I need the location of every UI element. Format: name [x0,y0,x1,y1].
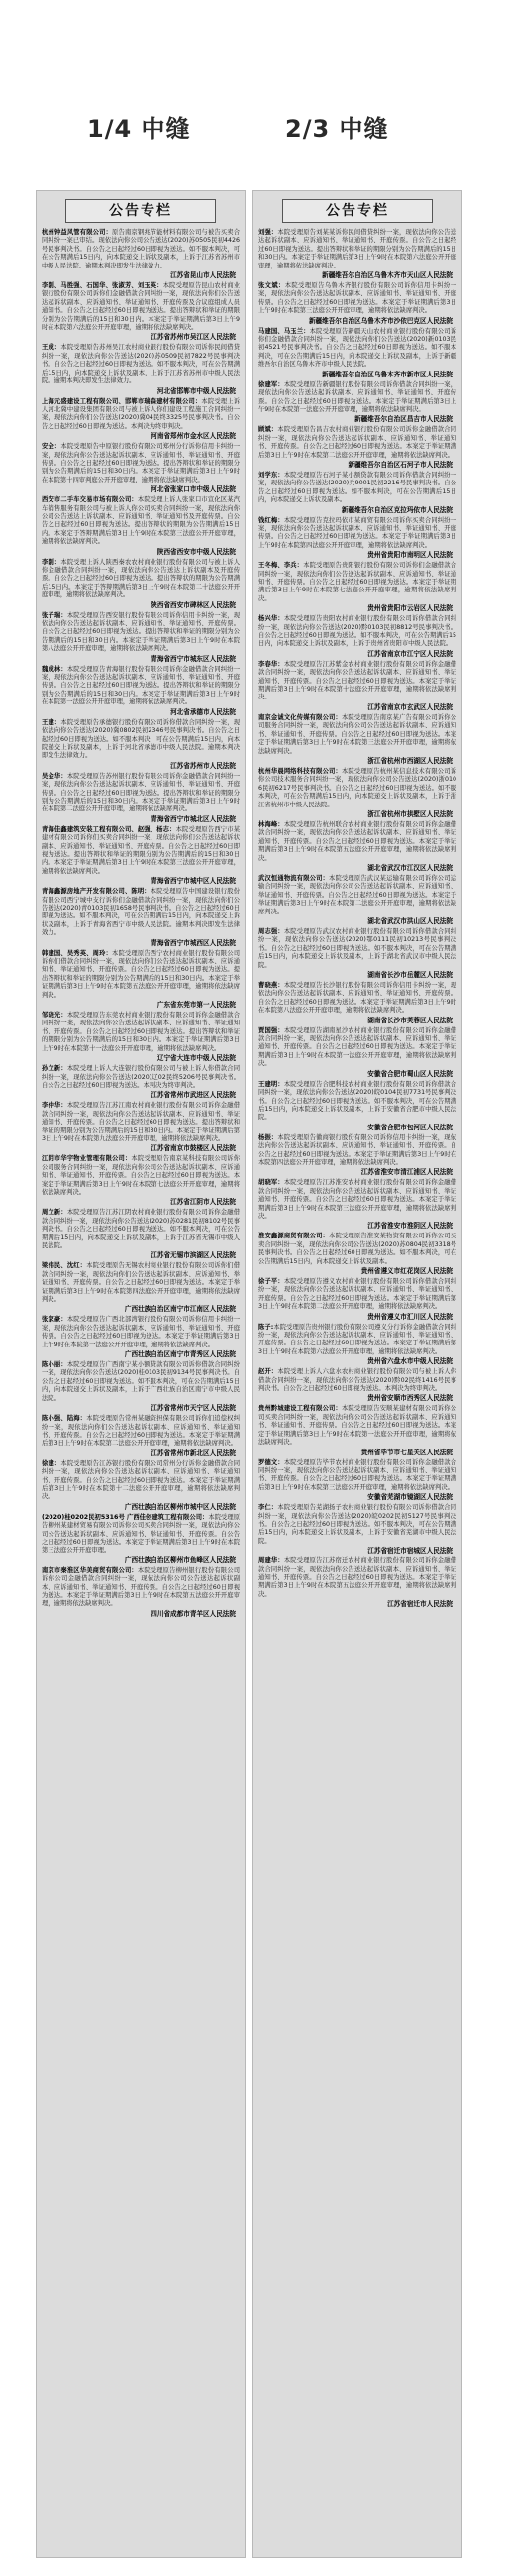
court-signature: 贵州省毕节市七星关区人民法院 [360,1448,453,1456]
court-signature: 贵州省贵阳市南明区人民法院 [367,551,453,560]
court-signature: 新疆维吾尔自治区乌鲁木齐市新市区人民法院 [322,370,453,378]
notice-paragraph [42,950,240,1000]
notice-body: 本院受理上诉人六盘水农村商业银行股份有限公司与被上诉人你借款合同纠纷一案，现依法向你公告送达(2020)黔02民终1416号民事判决书。自公告之日起经过60日即视为送达。本判决为终审判决。 [258,1368,457,1393]
notice-body: 本院受理原告西宁农村商业银行股份有限公司诉你们借款合同纠纷一案，现依法向你们公告送达起诉状副本、应诉通知书、举证通知书、开庭传票。自公告之日起经过60日即视为送达。提出答辩状和举证的期限分别为公告期满后的15日和30日内。本案定于举证期满后第3日上午9时在本院第五法庭公开开庭审理，逾期将依法缺席判决。 [42,949,241,999]
court-signature: 安徽省合肥市包河区人民法院 [367,1123,453,1131]
notice-body: 本院受理原告柳州银行股份有限公司诉你公司金融借款合同纠纷一案，现依法向你公司公告送达起诉状副本、应诉通知书、举证通知书、开庭传票。自公告之日起经过60日即视为送达。本案定于举证期满后第3日上午9时在本院第五法庭公开开庭审理，逾期将依法缺席判决。 [42,1566,241,1608]
court-signature: 浙江省杭州市拱墅区人民法院 [367,809,453,818]
notice-body: 本院受理原告承德银行股份有限公司诉你借款合同纠纷一案，现依法向你公告送达(2020)冀0802民初2346号民事判决书。自公告之日起经过60日即视为送达。如不服本判决，可在公告期满后15日内，向本院递交上诉状及副本，上诉于河北省承德市中级人民法院。逾期本判决即发生法律效力。 [42,718,241,760]
notice-paragraph [258,1179,456,1221]
left-notice-list [42,229,240,1619]
court-signature: 青海省西宁市城东区人民法院 [151,654,236,663]
court-signature: 河北省邯郸市中级人民法院 [156,386,236,395]
notice-addressee: 钱红梅： [258,516,284,524]
right-column-title: 公告专栏 [282,199,433,223]
notice-body: 本院受理原告克拉玛依市某商贸有限公司诉你买卖合同纠纷一案，现依法向你公告送达起诉状副本、应诉通知书、举证通知书、开庭传票。自公告之日起经过60日即视为送达。本案定于举证期满后第3日上午9时在本院第四法庭公开开庭审理，逾期将依法缺席判决。 [258,516,457,549]
notice-addressee: 刘强： [258,229,278,236]
notice-body: 本院受理上诉人陕西秦农农村商业银行股份有限公司与被上诉人你金融借款合同纠纷一案，现依法向你公告送达上诉状副本及开庭传票。自公告之日起经过60日即视为送达。提出答辩状的期限为公告期满后15日内。本案定于答辩期满后第3日上午9时在本院第二十法庭公开开庭审理，逾期将依法缺席判决。 [42,558,241,599]
notice-body: 本院受理原告中原银行股份有限公司郑州分行诉你信用卡纠纷一案，现依法向你公告送达起诉状副本、应诉通知书、举证通知书、开庭传票。自公告之日起经过60日即视为送达。提出答辩状和举证的期限分别为公告期满后的15日和30日内。本案定于举证期满后第3日上午9时在本院第十四审判庭公开开庭审理，逾期将依法缺席判决。 [42,443,241,483]
notice-body: 本院受理原告芜湖扬子农村商业银行股份有限公司诉你借款合同纠纷一案，现依法向你公告送达(2020)皖0202民初5127号民事判决书。自公告之日起经过60日即视为送达。如不服本判决，可在公告期满后15日内，向本院递交上诉状及副本，上诉于安徽省芜湖市中级人民法院。 [258,1504,457,1545]
notice-paragraph [42,888,240,937]
notice-addressee: 上海元盛建设工程有限公司、邯郸市瑞森建材有限公司： [42,397,202,405]
left-gutter-label: 1/4 中缝 [87,115,191,143]
notice-body: 本院受理原告贵阳银行股份有限公司诉你们金融借款合同纠纷一案，现依法向你们公告送达起诉状副本、应诉通知书、举证通知书、开庭传票。自公告之日起经过60日即视为送达。本案定于举证期满后第3日上午9时在本院第七法庭公开开庭审理，逾期将依法缺席判决。 [258,562,457,602]
court-signature: 贵州省安顺市西秀区人民法院 [367,1394,453,1403]
notice-addressee: 邹晓光： [42,1012,67,1020]
notice-body: 本院受理上诉人张家口市宣化区某汽车销售服务有限公司与被上诉人你公司买卖合同纠纷一案，现依法向你公司公告送达上诉状副本、应诉通知书、举证通知书及开庭传票。自公告之日起经过60日即视为送达。提出答辩状的期限为公告期满后15日内。本案定于答辩期满后第3日上午9时在本院第三法庭公开开庭审理，逾期将依法缺席判决。 [42,496,241,546]
notice-body: 本院受理原告无锡农村商业银行股份有限公司诉你们借款合同纠纷一案，现依法向你们公告送达起诉状副本、应诉通知书、举证通知书、开庭传票。自公告之日起经过60日即视为送达。本案定于举证期满后第3日上午9时在本院第四法庭公开开庭审理，逾期将依法缺席判决。 [42,1262,241,1304]
court-signature: 贵州省遵义市红花岗区人民法院 [360,1267,453,1275]
notice-body: 原告南京钢兆节能材料有限公司与被告买卖合同纠纷一案已审结。现依法向你公司公告送达(2020)苏0505民初4426号民事判决书。自公告之日起经过60日即视为送达。如不服本判决，可在公告期满后15日内，向本院递交上诉状及副本，上诉于江苏省苏州市中级人民法院。逾期本判决即发生法律效力。 [42,229,241,269]
notice-addressee: 武汉恒通物流有限公司： [258,874,330,882]
left-notice-column [36,190,246,2558]
notice-addressee: 西安市二手车交易市场有限公司： [42,496,138,504]
notice-addressee: 罗德文： [258,1458,284,1466]
court-signature: 河北省张家口市中级人民法院 [151,485,236,494]
notice-paragraph [258,1557,456,1599]
notice-addressee: 李春华： [258,660,284,668]
notice-body: 本院受理原告昌吉农村商业银行股份有限公司诉你金融借款合同纠纷一案，现依法向你公告送达起诉状副本、应诉通知书、举证通知书、开庭传票。自公告之日起经过60日即视为送达。本案定于举证期满后第3日上午9时在本院第二法庭公开开庭审理，逾期将依法缺席判决。 [258,426,457,459]
court-signature: 青海省西宁市城西区人民法院 [151,938,236,947]
court-signature: 四川省成都市青羊区人民法院 [151,1609,236,1618]
notice-paragraph [258,1027,456,1069]
notice-addressee: 江阴市华宇物业管理有限公司： [42,1155,132,1163]
notice-paragraph [258,928,456,970]
notice-addressee: 南京市秦淮区华美商贸有限公司： [42,1566,138,1574]
left-column-title: 公告专栏 [65,199,216,223]
notice-body: 本院受理原告新疆天山农村商业银行股份有限公司诉你们金融借款合同纠纷一案，现依法向你们公告送达(2020)新0103民初4521号民事判决书。自公告之日起经过60日即视为送达。如不服本判决，可在公告期满后15日内，向本院递交上诉状及副本，上诉于新疆维吾尔自治区乌鲁木齐市中级人民法院。 [258,327,457,369]
notice-paragraph [258,472,456,505]
notice-body: 本院受理原告乌鲁木齐银行股份有限公司诉你信用卡纠纷一案，现依法向你公告送达起诉状副本、应诉通知书、举证通知书、开庭传票。自公告之日起经过60日即视为送达。本案定于举证期满后第3日上午9时在本院第三法庭公开开庭审理，逾期将依法缺席判决。 [258,282,457,315]
notice-paragraph [42,398,240,432]
notice-body: 本院受理原告毕节农村商业银行股份有限公司诉你金融借款合同纠纷一案，现依法向你公告送达起诉状副本、应诉通知书、举证通知书、开庭传票。自公告之日起经过60日即视为送达。本案定于举证期满后第3日上午9时在本院第三法庭公开开庭审理，逾期将依法缺席判决。 [258,1458,457,1491]
notice-paragraph [42,1209,240,1250]
court-signature: 江苏省淮安市清江浦区人民法院 [360,1168,453,1177]
court-signature: 湖南省长沙市芙蓉区人民法院 [367,1016,453,1024]
notice-addressee: 杭州钟益风管有限公司： [42,229,113,236]
notice-paragraph [42,1102,240,1143]
court-signature: 湖北省武汉市江汉区人民法院 [367,863,453,872]
notice-paragraph [258,661,456,702]
court-signature: 广西壮族自治区南宁市青秀区人民法院 [124,1350,236,1359]
court-signature: 新疆维吾尔自治区昌吉市人民法院 [354,415,453,424]
notice-addressee: 杨振： [258,1133,278,1141]
court-signature: 安徽省合肥市蜀山区人民法院 [367,1069,453,1078]
notice-paragraph [258,1134,456,1168]
notice-addressee: 安全： [42,443,61,451]
notice-paragraph [258,1324,456,1357]
court-signature: 湖北省武汉市洪山区人民法院 [367,917,453,925]
court-signature: 广西壮族自治区南宁市江南区人民法院 [124,1305,236,1314]
court-signature: 新疆维吾尔自治区乌鲁木齐市天山区人民法院 [322,271,453,280]
notice-addressee: 韩建国、吴秀英、周玲： [42,949,113,957]
notice-paragraph [258,562,456,603]
notice-addressee: 魏成林： [42,665,67,673]
court-signature: 广东省东莞市第一人民法院 [156,1001,236,1010]
court-signature: 江苏省苏州市吴江区人民法院 [151,333,236,342]
court-signature: 辽宁省大连市中级人民法院 [156,1054,236,1063]
notice-paragraph [42,1514,240,1556]
notice-paragraph [258,229,456,270]
notice-addressee: 杭州华晨网络科技有限公司： [258,767,342,775]
notice-body: 本院受理原告江苏江南农村商业银行股份有限公司诉你金融借款合同纠纷一案，现依法向你公告送达起诉状副本、应诉通知书、举证通知书、开庭传票。自公告之日起经过60日即视为送达。提出答辩状和举证的期限分别为公告期满后的15日和30日内。本案定于举证期满后第3日上午9时在本院第九法庭公开开庭审理，逾期将依法缺席判决。 [42,1102,241,1142]
notice-body: 本院受理原告广西南宁某小额贷款有限公司诉你借款合同纠纷一案，现依法向你公告送达(2020)桂0103民初9134号民事判决书。自公告之日起经过60日即视为送达。如不服本判决，可在公告期满后15日内，向本院递交上诉状及副本，上诉于广西壮族自治区南宁市中级人民法院。 [42,1361,241,1402]
notice-paragraph [42,1155,240,1197]
notice-body: 本院受理原告江苏淮安农村商业银行股份有限公司诉你金融借款合同纠纷一案，现依法向你公告送达起诉状副本、应诉通知书、举证通知书、开庭传票。自公告之日起经过60日即视为送达。本案定于举证期满后第3日上午9时在本院第三法庭公开开庭审理，逾期将依法缺席判决。 [258,1179,457,1220]
notice-addressee: 徐建军： [258,380,284,388]
court-signature: 江苏省宿迁市宿城区人民法院 [367,1547,453,1556]
notice-addressee: 吴金华： [42,772,67,780]
court-signature: 江苏省无锡市滨湖区人民法院 [151,1251,236,1260]
court-signature: 新疆维吾尔自治区石河子市人民法院 [348,460,453,469]
court-signature: 江苏省淮安市淮阴区人民法院 [367,1222,453,1231]
notice-body: 本院受理上诉人大连银行股份有限公司与被上诉人你借款合同纠纷一案，现依法向你公告送达(2020)辽02民终5206号民事判决书。自公告之日起经过60日即视为送达。本判决为终审判决。 [42,1065,241,1089]
notice-body: 本院受理原告杭州某信息技术有限公司诉你公司技术服务合同纠纷一案，现依法向你公司公告送达(2020)浙0106民初6217号民事判决书。自公告之日起经过60日即视为送达。如不服本判决，可在公告期满后15日内，向本院递交上诉状及副本，上诉于浙江省杭州市中级人民法院。 [258,767,457,808]
notice-addressee: 孙立新： [42,1065,67,1073]
notice-paragraph [258,517,456,551]
notice-paragraph [258,1278,456,1312]
notice-addressee: (2020)桂0202民初5316号 广西佳创建筑工程有限公司： [42,1513,209,1521]
notice-paragraph [258,1368,456,1393]
notice-body: 本院受理原告武汉农村商业银行股份有限公司诉你借款合同纠纷一案，现依法向你公告送达(2020)鄂0111民初10213号民事判决书。自公告之日起经过60日即视为送达。如不服本判决，可在公告期满后15日内，向本院递交上诉状及副本，上诉于湖北省武汉市中级人民法院。 [258,928,457,969]
notice-addressee: 梁伟民、沈红： [42,1262,87,1270]
notice-body: 本院受理原告刘某某诉你民间借贷纠纷一案，现依法向你公告送达起诉状副本、应诉通知书、举证通知书、开庭传票。自公告之日起经过60日即视为送达。提出答辩状和举证的期限分别为公告期满后的15日和30日内。本案定于举证期满后第3日上午9时在本院第六法庭公开开庭审理，逾期将依法缺席判决。 [258,229,457,269]
notice-addressee: 顾斌： [258,426,278,434]
court-signature: 贵州省六盘水市中级人民法院 [367,1357,453,1366]
notice-paragraph [258,426,456,460]
notice-addressee: 王冬梅、李兵： [258,562,304,570]
notice-body: 本院受理原告新疆银行股份有限公司诉你借款合同纠纷一案，现依法向你公告送达起诉状副本、应诉通知书、举证通知书、开庭传票。自公告之日起经过60日即视为送达。本案定于举证期满后第3日上午9时在本院第一法庭公开开庭审理，逾期将依法缺席判决。 [258,380,457,413]
notice-body: 本院受理原告苏州吴江农村商业银行股份有限公司诉你民间借贷纠纷一案，现依法向你公告送达(2020)苏0509民初7822号民事判决书。自公告之日起经过60日即视为送达。如不服本判决，可在公告期满后15日内，向本院递交上诉状及副本，上诉于江苏省苏州市中级人民法院。逾期本判决即发生法律效力。 [42,344,241,385]
notice-paragraph [42,666,240,707]
notice-addressee: 周立新： [42,1209,67,1217]
notice-paragraph [258,1081,456,1123]
notice-paragraph [258,1459,456,1493]
court-signature: 青海省西宁市城北区人民法院 [151,814,236,823]
court-signature: 江苏省常州市武进区人民法院 [151,1091,236,1100]
notice-addressee: 陈子: [258,1323,274,1331]
court-signature: 河南省郑州市金水区人民法院 [151,432,236,441]
court-signature: 广西壮族自治区柳州市城中区人民法院 [124,1502,236,1511]
notice-addressee: 陈小强、陆海： [42,1415,87,1423]
notice-paragraph [258,714,456,756]
notice-body: 本院受理原告中国建设银行股份有限公司西宁城中支行诉你们金融借款合同纠纷一案，现依法向你们公告送达(2020)青0103民初1658号民事判决书。自公告之日起经过60日即视为送达。如不服本判决，可在公告期满后15日内，向本院递交上诉状及副本，上诉于青海省西宁市中级人民法院。逾期本判决即发生法律效力。 [42,888,241,937]
notice-addressee: 张家豪： [42,1316,67,1324]
notice-body: 本院受理原告南京某广告有限公司诉你公司服务合同纠纷一案，现依法向你公司公告送达起诉状副本、应诉通知书、举证通知书、开庭传票。自公告之日起经过60日即视为送达。本案定于举证期满后第3日上午9时在本院第三法庭公开开庭审理，逾期将依法缺席判决。 [258,713,457,755]
court-signature: 青海省西宁市城中区人民法院 [151,877,236,886]
notice-body: 本院受理原告杭州联合农村商业银行股份有限公司诉你金融借款合同纠纷一案，现依法向你公告送达起诉状副本、应诉通知书、举证通知书、开庭传票。自公告之日起经过60日即视为送达。本案定于举证期满后第3日上午9时在本院第五法庭公开开庭审理，逾期将依法缺席判决。 [258,820,457,862]
notice-body: 本院受理原告江苏宿迁农村商业银行股份有限公司诉你金融借款合同纠纷一案，现依法向你公告送达起诉状副本、应诉通知书、举证通知书、开庭传票。自公告之日起经过60日即视为送达。本案定于举证期满后第3日上午9时在本院第五法庭公开开庭审理，逾期将依法缺席判决。 [258,1557,457,1598]
court-signature: 浙江省杭州市西湖区人民法院 [367,756,453,765]
notice-paragraph [42,773,240,814]
right-gutter-label: 2/3 中缝 [285,115,389,143]
notice-addressee: 李刚、马胜强、石国华、张淑芳、刘玉英： [42,282,163,290]
notice-body: 本院受理原告湖南星沙农村商业银行股份有限公司诉你金融借款合同纠纷一案，现依法向你公告送达起诉状副本、应诉通知书、举证通知书、开庭传票。自公告之日起经过60日即视为送达。本案定于举证期满后第3日上午9时在本院第一法庭公开开庭审理，逾期将依法缺席判决。 [258,1026,457,1068]
notice-body: 本院受理原告安顺某建材有限公司诉你公司买卖合同纠纷一案，现依法向你公司公告送达起诉状副本、应诉通知书、举证通知书、开庭传票。自公告之日起经过60日即视为送达。本案定于举证期满后第3日上午9时在本院第一法庭公开开庭审理，逾期将依法缺席判决。 [258,1405,457,1447]
notice-body: 本院受理原告淮安某物资有限公司诉你公司买卖合同纠纷一案，现依法向你公司公告送达(2020)苏0804民初3318号民事判决书。自公告之日起经过60日即视为送达。如不服本判决，可在公告期满后15日内，向本院递交上诉状及副本。 [258,1233,457,1265]
notice-paragraph [42,1460,240,1502]
notice-addressee: 张文斌： [258,282,285,290]
court-signature: 河北省承德市人民法院 [170,707,236,716]
notice-paragraph [42,1361,240,1403]
court-signature: 江苏省南京市鼓楼区人民法院 [151,1144,236,1153]
notice-addressee: 李仲华： [42,1102,67,1110]
notice-paragraph [42,1316,240,1349]
notice-addressee: 刘学东： [258,471,284,479]
notice-paragraph [42,826,240,876]
notice-paragraph [258,282,456,316]
right-notice-column [252,190,462,2558]
notice-paragraph [258,982,456,1016]
notice-body: 本院受理原告西安银行股份有限公司诉你信用卡纠纷一案，现依法向你公告送达起诉状副本、应诉通知书、举证通知书、开庭传票。自公告之日起经过60日即视为送达。提出答辩状和举证的期限分别为公告期满后的15日和30日内。本案定于举证期满后第3日上午9时在本院第八法庭公开开庭审理，逾期将依法缺席判决。 [42,611,241,653]
notice-body: 本院受理原告西宁市某建材有限公司诉你们买卖合同纠纷一案，现依法向你们公告送达起诉状副本、应诉通知书、举证通知书、开庭传票。自公告之日起经过60日即视为送达。提出答辩状和举证的期限分别为公告期满后的15日和30日内。本案定于举证期满后第3日上午9时在本院第三法庭公开开庭审理，逾期将依法缺席判决。 [42,825,241,875]
notice-body: 本院受理原告广西北部湾银行股份有限公司诉你信用卡纠纷一案，现依法向你公告送达起诉状副本、应诉通知书、举证通知书、开庭传票。自公告之日起经过60日即视为送达。本案定于举证期满后第3日上午9时在本院第一法庭公开开庭审理，逾期将依法缺席判决。 [42,1316,241,1348]
notice-paragraph [42,496,240,546]
court-signature: 陕西省西安市碑林区人民法院 [151,600,236,609]
notice-addressee: 胡晓军： [258,1179,284,1187]
notice-addressee: 曹晓燕： [258,982,284,990]
notice-paragraph [42,1065,240,1090]
court-signature: 新疆维吾尔自治区克拉玛依市人民法院 [341,505,453,514]
notice-addressee: 徐子平： [258,1278,284,1285]
notice-paragraph [258,1405,456,1447]
notice-body: 本院受理原告柳州某建材贸易有限公司诉你公司买卖合同纠纷一案，现依法向你公司公告送达起诉状副本、应诉通知书、举证通知书、开庭传票。自公告之日起经过60日即视为送达。本案定于举证期满后第3日上午9时在本院第三法庭公开开庭审理。 [42,1513,240,1555]
notice-body: 本院受理原告青海银行股份有限公司诉你金融借款合同纠纷一案，现依法向你公告送达起诉状副本、应诉通知书、举证通知书、开庭传票。自公告之日起经过60日即视为送达。提出答辩状和举证的期限分别为公告期满后的15日和30日内。本案定于举证期满后第3日上午9时在本院第一法庭公开开庭审理，逾期将依法缺席判决。 [42,665,241,706]
notice-addressee: 青海鑫源房地产开发有限公司、陈明： [42,888,151,896]
court-signature: 江苏省常州市新北区人民法院 [151,1449,236,1457]
notice-body: 本院受理原告遵义农村商业银行股份有限公司诉你借款合同纠纷一案，现依法向你公告送达起诉状副本、应诉通知书、举证通知书、开庭传票。自公告之日起经过60日即视为送达。本案定于举证期满后第3日上午9时在本院第二法庭公开开庭审理，逾期将依法缺席判决。 [258,1278,457,1311]
notice-paragraph [258,821,456,863]
court-signature: 江苏省宿迁市人民法院 [387,1600,453,1609]
notice-paragraph [42,1012,240,1053]
notice-paragraph [42,1415,240,1449]
notice-body: 本院受理原告合肥科技农村商业银行股份有限公司诉你借款合同纠纷一案，现依法向你公告送达(2020)皖0104民初7731号民事判决书。自公告之日起经过60日即视为送达。如不服本判决，可在公告期满后15日内，向本院递交上诉状及副本，上诉于安徽省合肥市中级人民法院。 [258,1080,457,1122]
notice-paragraph [258,768,456,809]
notice-body: 本院受理原告长沙银行股份有限公司诉你信用卡纠纷一案，现依法向你公告送达起诉状副本、应诉通知书、举证通知书、开庭传票。自公告之日起经过60日即视为送达。本案定于举证期满后第3日上午9时在本院第八法庭公开开庭审理，逾期将依法缺席判决。 [258,982,457,1015]
court-signature: 新疆维吾尔自治区乌鲁木齐市沙依巴克区人民法院 [308,316,453,325]
notice-addressee: 贾国强： [258,1026,284,1034]
notice-addressee: 张子瑞： [42,611,67,619]
court-signature: 湖南省长沙市岳麓区人民法院 [367,971,453,980]
notice-body: 本院受理原告江苏江阴农村商业银行股份有限公司诉你金融借款合同纠纷一案，现依法向你公告送达(2020)苏0281民初8102号民事判决书。自公告之日起经过60日即视为送达。如不服本判决，可在公告期满后15日内，向本院递交上诉状及副本，上诉于江苏省无锡市中级人民法院。 [42,1209,241,1249]
notice-addressee: 周志强： [258,928,284,935]
notice-addressee: 青海佳鑫建筑安装工程有限公司、赵强、杨志： [42,825,176,833]
notice-paragraph [42,344,240,385]
notice-body: 本院受理原告贵州银行股份有限公司遵义分行诉你金融借款合同纠纷一案，现依法向你公告送达起诉状副本、应诉通知书、举证通知书、开庭传票。自公告之日起经过60日即视为送达。本案定于举证期满后第3日上午9时在本院第六法庭公开开庭审理，逾期将依法缺席判决。 [258,1323,456,1355]
notice-addressee: 陈小丽： [42,1361,67,1369]
notice-body: 本院受理原告常州某融资担保有限公司诉你们追偿权纠纷一案，现依法向你们公告送达起诉状副本、应诉通知书、举证通知书、开庭传票。自公告之日起经过60日即视为送达。本案定于举证期满后第3日上午9时在本院第二法庭公开开庭审理，逾期将依法缺席判决。 [42,1415,241,1448]
notice-addressee: 贵州黔城建设工程有限公司： [258,1405,342,1413]
notice-paragraph [258,1504,456,1546]
notice-body: 本院受理原告江苏紫金农村商业银行股份有限公司诉你金融借款合同纠纷一案，现依法向你公告送达起诉状副本、应诉通知书、举证通知书、开庭传票。自公告之日起经过60日即视为送达。本案定于举证期满后第3日上午9时在本院第十法庭公开开庭审理，逾期将依法缺席判决。 [258,660,457,701]
notice-body: 本院受理原告东莞农村商业银行股份有限公司诉你金融借款合同纠纷一案，现依法向你公告送达起诉状副本、应诉通知书、举证通知书、开庭传票。自公告之日起经过60日即视为送达。提出答辩状和举证的期限分别为公告期满后的15日和30日内。本案定于举证期满后第3日上午9时在本院第十一法庭公开开庭审理，逾期将依法缺席判决。 [42,1012,241,1052]
notice-paragraph [42,1567,240,1609]
notice-addressee: 李仁： [258,1504,278,1512]
notice-body: 本院受理上诉人河北冀中建设集团有限公司与被上诉人你们建设工程施工合同纠纷一案，现依法向你们公告送达(2020)冀04民终3325号民事判决书。自公告之日起经过60日即视为送达。本判决为终审判决。 [42,397,241,430]
notice-addressee: 赵开： [258,1368,278,1376]
notice-body: 本院受理原告昆山农村商业银行股份有限公司诉你们金融借款合同纠纷一案，现依法向你们公告送达起诉状副本、应诉通知书、举证通知书、开庭传票及合议庭组成人员通知书。自公告之日起经过60日即视为送达。提出答辩状和举证的期限分别为公告期满后的15日和30日内。本案定于举证期满后第3日上午9时在本院第六法庭公开开庭审理，逾期将依法缺席判决。 [42,282,241,332]
notice-paragraph [42,229,240,270]
notice-addressee: 杨兴华： [258,615,284,623]
notice-body: 本院受理原告徽商银行股份有限公司诉你信用卡纠纷一案，现依法向你公告送达起诉状副本、应诉通知书、举证通知书、开庭传票。自公告之日起经过60日即视为送达。本案定于举证期满后第3日上午9时在本院第四法庭公开开庭审理，逾期将依法缺席判决。 [258,1133,457,1166]
notice-body: 本院受理原告南京某科技有限公司诉你公司服务合同纠纷一案，现依法向你公司公告送达起诉状副本、应诉通知书、举证通知书、开庭传票。自公告之日起经过60日即视为送达。本案定于举证期满后第3日上午9时在本院第七法庭公开开庭审理，逾期将依法缺席判决。 [42,1155,241,1196]
court-signature: 陕西省西安市中级人民法院 [156,547,236,556]
notice-paragraph [42,612,240,654]
court-signature: 江苏省苏州市人民法院 [170,761,236,770]
court-signature: 安徽省芜湖市镜湖区人民法院 [367,1493,453,1502]
notice-body: 本院受理原告江苏银行股份有限公司常州分行诉你金融借款合同纠纷一案，现依法向你公告送达起诉状副本、应诉通知书、举证通知书、开庭传票。自公告之日起经过60日即视为送达。本案定于举证期满后第3日上午9时在本院第十二法庭公开开庭审理，逾期将依法缺席判决。 [42,1459,241,1501]
notice-addressee: 徐建： [42,1459,61,1467]
notice-addressee: 王建： [42,718,61,726]
notice-paragraph [258,381,456,415]
notice-addressee: 王建明： [258,1080,284,1088]
court-signature: 江苏省昆山市人民法院 [170,271,236,280]
court-signature: 江苏省常州市天宁区人民法院 [151,1404,236,1413]
notice-paragraph [258,1233,456,1266]
notice-addressee: 淮安鑫源商贸有限公司： [258,1233,330,1240]
right-notice-list [258,229,456,1609]
notice-paragraph [42,282,240,332]
notice-paragraph [258,328,456,370]
notice-addressee: 王成： [42,344,61,352]
notice-paragraph [42,1262,240,1304]
notice-addressee: 周建华： [258,1557,284,1565]
notice-body: 本院受理原告贵阳农村商业银行股份有限公司诉你借款合同纠纷一案，现依法向你公告送达(2020)黔0103民初8812号民事判决书。自公告之日起经过60日即视为送达。如不服本判决，可在公告期满后15日内，向本院递交上诉状及副本，上诉于贵州省贵阳市中级人民法院。 [258,615,457,648]
notice-paragraph [258,615,456,649]
notice-paragraph [258,875,456,916]
notice-body: 本院受理原告石河子某小额贷款有限公司诉你借款合同纠纷一案，现依法向你公告送达(2020)兵9001民初2216号民事判决书。自公告之日起经过60日即视为送达。如不服本判决，可在公告期满后15日内，向本院递交上诉状及副本。 [258,471,457,504]
notice-paragraph [42,559,240,600]
notice-body: 本院受理原告苏州银行股份有限公司诉你金融借款合同纠纷一案，现依法向你公告送达起诉状副本、应诉通知书、举证通知书、开庭传票。自公告之日起经过60日即视为送达。提出答辩状和举证的期限分别为公告期满后的15日和30日内。本案定于举证期满后第3日上午9时在本院第二法庭公开开庭审理，逾期将依法缺席判决。 [42,772,241,813]
court-signature: 广西壮族自治区柳州市鱼峰区人民法院 [124,1556,236,1564]
court-signature: 贵州省遵义市汇川区人民法院 [367,1312,453,1321]
court-signature: 江苏省南京市玄武区人民法院 [367,702,453,711]
court-signature: 江苏省江阴市人民法院 [170,1198,236,1207]
notice-paragraph [42,443,240,484]
court-signature: 贵州省贵阳市云岩区人民法院 [367,604,453,613]
notice-addressee: 南京金诚文化传媒有限公司： [258,713,342,721]
notice-body: 本院受理原告武汉某运输有限公司诉你公司运输合同纠纷一案，现依法向你公司公告送达起诉状副本、应诉通知书、举证通知书、开庭传票。自公告之日起经过60日即视为送达。本案定于举证期满后第3日上午9时在本院第二法庭公开开庭审理，逾期将依法缺席判决。 [258,874,457,915]
notice-addressee: 马建国、马玉兰： [258,327,310,335]
notice-addressee: 林海峰： [258,820,284,828]
notice-paragraph [42,719,240,761]
court-signature: 江苏省南京市江宁区人民法院 [367,649,453,658]
notice-addressee: 李刚： [42,558,61,566]
